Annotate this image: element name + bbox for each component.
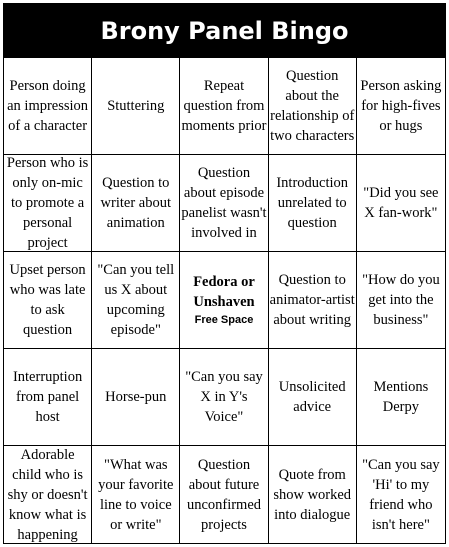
bingo-cell: "Did you see X fan-work"	[357, 155, 445, 252]
bingo-cell: Question about future unconfirmed projects	[180, 446, 268, 543]
bingo-cell: Introduction unrelated to question	[269, 155, 357, 252]
bingo-cell: Upset person who was late to ask question	[4, 252, 92, 349]
bingo-cell: Person who is only on-mic to promote a personal project	[4, 155, 92, 252]
bingo-cell: Mentions Derpy	[357, 349, 445, 446]
bingo-cell: "Can you say 'Hi' to my friend who isn't here"	[362, 456, 440, 533]
bingo-cell: Person doing an impression of a character	[4, 58, 92, 155]
bingo-cell: Interruption from panel host	[4, 349, 92, 446]
bingo-grid	[4, 58, 445, 543]
bingo-cell: "How do you get into the business"	[357, 252, 445, 349]
bingo-cell: Question about episode panelist wasn't involved in	[180, 155, 268, 252]
bingo-cell: Repeat question from moments prior	[180, 58, 268, 155]
bingo-cell: Person asking for high-fives or hugs	[357, 58, 445, 155]
bingo-card	[3, 3, 446, 544]
bingo-cell: Question to animator-artist about writing	[269, 252, 357, 349]
bingo-cell: "Can you say X in Y's Voice"	[180, 349, 268, 446]
bingo-cell: Question to writer about animation	[92, 155, 180, 252]
bingo-cell: Question about the relationship of two characters	[269, 58, 357, 155]
bingo-cell: Adorable child who is shy or doesn't know what is happening	[4, 446, 92, 543]
bingo-title: Brony Panel Bingo	[4, 4, 445, 58]
bingo-cell: "What was your favorite line to voice or write"	[92, 446, 180, 543]
bingo-cell: Stuttering	[92, 58, 180, 155]
free-space-main-label: Fedora or Unshaven	[193, 274, 255, 310]
free-space-sub-label: Free Space	[194, 314, 254, 326]
bingo-cell: "Can you tell us X about upcoming episode"	[92, 252, 180, 349]
bingo-cell: Unsolicited advice	[269, 349, 357, 446]
bingo-cell: Horse-pun	[92, 349, 180, 446]
bingo-cell: Quote from show worked into dialogue	[269, 446, 357, 543]
free-space-cell	[180, 252, 268, 349]
